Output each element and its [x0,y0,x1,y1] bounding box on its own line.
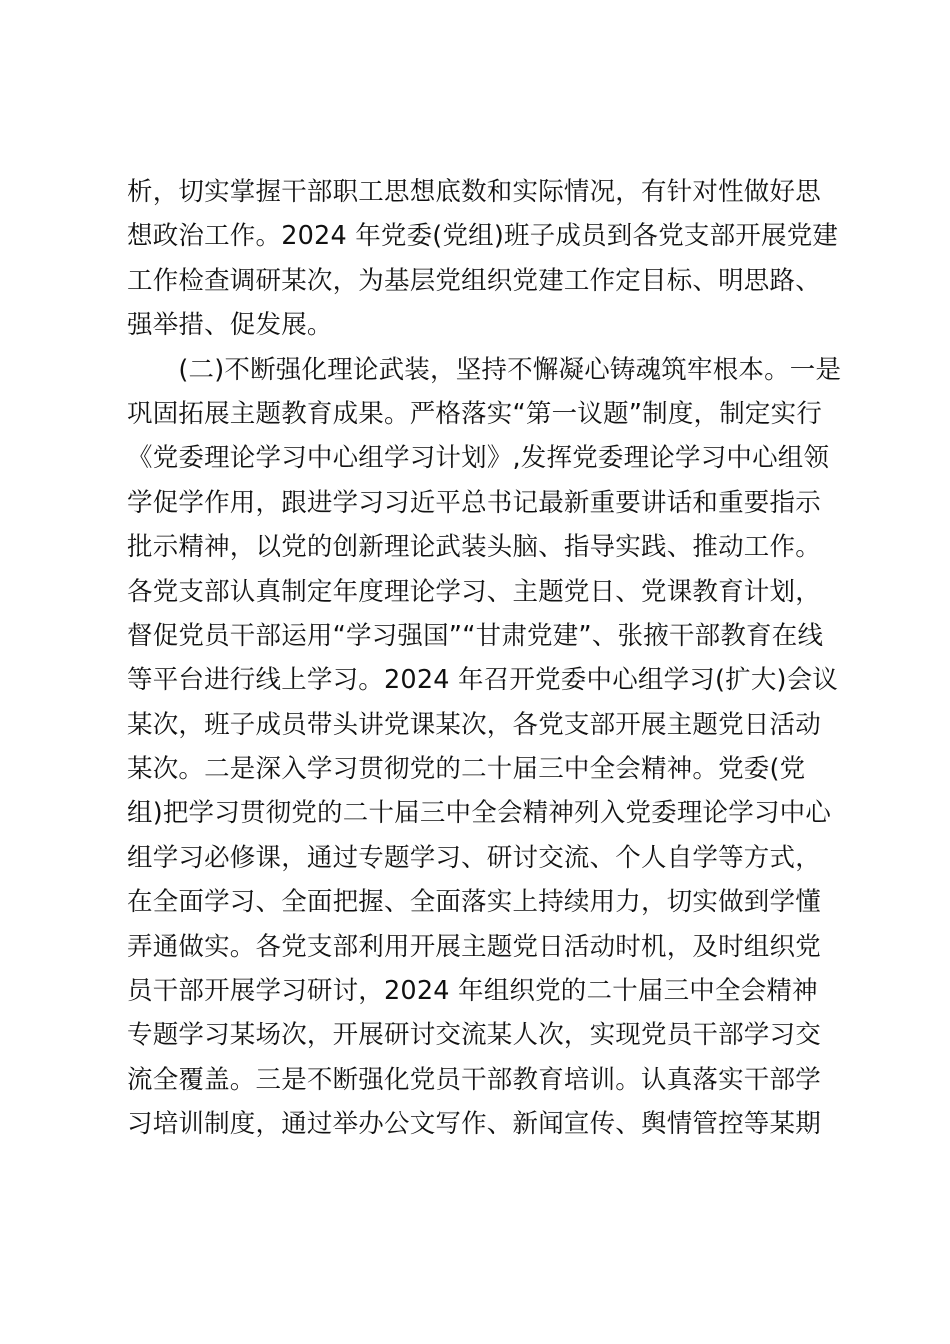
text-line: 组)把学习贯彻党的二十届三中全会精神列入党委理论学习中心 [127,798,832,829]
text-line: 析，切实掌握干部职工思想底数和实际情况，有针对性做好思 [127,177,821,207]
text-line: 各党支部认真制定年度理论学习、主题党日、党课教育计划， [127,576,821,607]
text-line: 《党委理论学习中心组学习计划》,发挥党委理论学习中心组领 [127,443,830,474]
text-line: 习培训制度，通过举办公文写作、新闻宣传、舆情管控等某期 [127,1109,821,1140]
text-line: 组学习必修课，通过专题学习、研讨交流、个人自学等方式， [127,842,821,873]
text-line: 等平台进行线上学习。2024 年召开党委中心组学习(扩大)会议 [127,665,839,696]
text-line: 流全覆盖。三是不断强化党员干部教育培训。认真落实干部学 [127,1064,821,1095]
text-line: 在全面学习、全面把握、全面落实上持续用力，切实做到学懂 [127,887,821,918]
text-line: 弄通做实。各党支部利用开展主题党日活动时机，及时组织党 [127,931,821,962]
section-heading-line: (二)不断强化理论武装，坚持不懈凝心铸魂筑牢根本。一是 [127,354,842,385]
text-line: 学促学作用，跟进学习习近平总书记最新重要讲话和重要指示 [127,487,821,518]
text-line: 批示精神，以党的创新理论武装头脑、指导实践、推动工作。 [127,532,821,563]
body-text [127,170,842,1147]
text-line: 巩固拓展主题教育成果。严格落实“第一议题”制度，制定实行 [127,398,823,429]
text-line: 专题学习某场次，开展研讨交流某人次，实现党员干部学习交 [127,1020,821,1051]
text-line: 督促党员干部运用“学习强国”“甘肃党建”、张掖干部教育在线 [127,620,824,651]
text-line: 某次。二是深入学习贯彻党的二十届三中全会精神。党委(党 [127,754,806,785]
text-line: 某次，班子成员带头讲党课某次，各党支部开展主题党日活动 [127,709,821,740]
text-line: 强举措、促发展。 [127,310,333,341]
text-line: 想政治工作。2024 年党委(党组)班子成员到各党支部开展党建 [127,221,839,252]
text-line: 工作检查调研某次，为基层党组织党建工作定目标、明思路、 [127,265,821,296]
text-line: 员干部开展学习研讨，2024 年组织党的二十届三中全会精神 [127,976,818,1007]
